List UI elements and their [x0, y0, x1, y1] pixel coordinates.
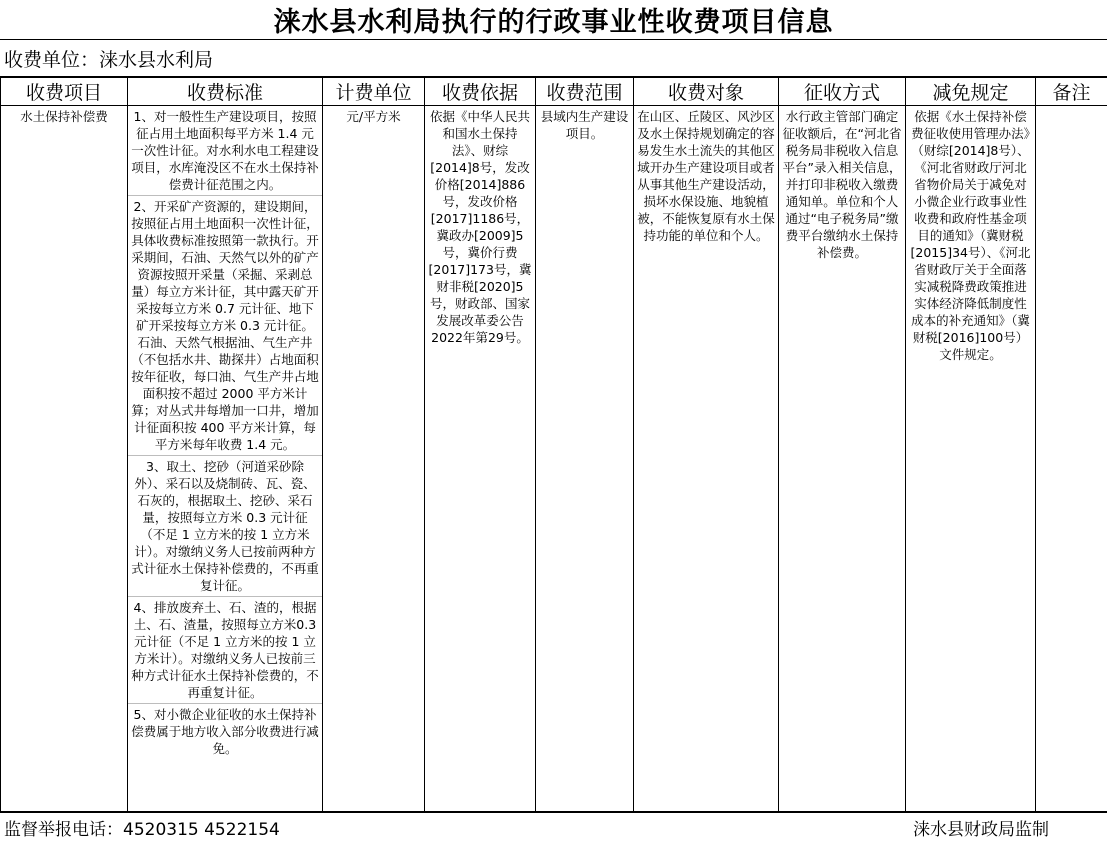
standard-clause-5: 5、对小微企业征收的水土保持补偿费属于地方收入部分收费进行减免。	[131, 707, 319, 756]
fee-table	[0, 77, 1107, 813]
supervisor-label: 涞水县财政局监制	[913, 820, 1049, 840]
cell-exemption: 依据《水土保持补偿费征收使用管理办法》（财综[2014]8号）、《河北省财政厅河北省物价局关于减免对小微企业行政事业性收费和政府性基金项目的通知》（冀财税[2015]34号）、《河北省财政厅关于全面落实减税降费政策推进实体经济降低制度性成本的补充通知》（冀财税[2016]100号）文件规定。	[906, 106, 1036, 813]
page-title: 涞水县水利局执行的行政事业性收费项目信息	[0, 0, 1107, 40]
cell-collection-method: 水行政主管部门确定征收额后，在“河北省税务局非税收入信息平台”录入相关信息，并打印非税收入缴费通知单。单位和个人通过“电子税务局”缴费平台缴纳水土保持补偿费。	[779, 106, 906, 813]
cell-fee-basis: 依据《中华人民共和国水土保持法》、财综[2014]8号，发改价格[2014]886号，发改价格[2017]1186号，冀政办[2009]5号，冀价行费[2017]173号，冀财非税[2020]5号，财政部、国家发展改革委公告2022年第29号。	[425, 106, 536, 813]
header-exemption: 减免规定	[906, 78, 1036, 106]
header-billing-unit: 计费单位	[323, 78, 425, 106]
standard-clause-3: 3、取土、挖砂（河道采砂除外）、采石以及烧制砖、瓦、瓷、石灰的，根据取土、挖砂、采石量，按照每立方米 0.3 元计征（不足 1 立方米的按 1 立方米计）。对缴纳义务人已按前两种方式计征水土保持补偿费的，不再重复计征。	[128, 456, 322, 597]
cell-fee-item: 水土保持补偿费	[1, 106, 128, 813]
standard-clause-2: 2、开采矿产资源的，建设期间，按照征占用土地面积一次性计征，具体收费标准按照第一款执行。开采期间，石油、天然气以外的矿产资源按照开采量（采掘、采剥总量）每立方米计征，其中露天矿开采按每立方米 0.7 元计征、地下矿开采按每立方米 0.3 元计征。石油、天然气根据油、气生产井（不包括水井、勘探井）占地面积按年征收，每口油、气生产井占地面积按不超过 2000 平方米计算；对丛式井每增加一口井，增加计征面积按 400 平方米计算，每平方米每年收费 1.4 元。	[128, 196, 322, 456]
header-fee-basis: 收费依据	[425, 78, 536, 106]
footer	[0, 811, 1107, 843]
report-hotline: 监督举报电话：4520315 4522154	[4, 820, 280, 840]
header-collection-method: 征收方式	[779, 78, 906, 106]
header-remark: 备注	[1036, 78, 1107, 106]
standard-clause-4: 4、排放废弃土、石、渣的，根据土、石、渣量，按照每立方米0.3元计征（不足 1 立方米的按 1 立方米计）。对缴纳义务人已按前三种方式计征水土保持补偿费的，不再重复计征。	[128, 597, 322, 704]
header-fee-item: 收费项目	[1, 78, 128, 106]
cell-fee-target: 在山区、丘陵区、风沙区及水土保持规划确定的容易发生水土流失的其他区域开办生产建设项目或者从事其他生产建设活动，损坏水保设施、地貌植被，不能恢复原有水土保持功能的单位和个人。	[634, 106, 779, 813]
table-header-row	[1, 78, 1107, 106]
header-fee-target: 收费对象	[634, 78, 779, 106]
cell-fee-scope: 县域内生产建设项目。	[536, 106, 634, 813]
table-row	[1, 106, 1107, 813]
cell-remark	[1036, 106, 1107, 813]
standard-clause-1: 1、对一般性生产建设项目，按照征占用土地面积每平方米 1.4 元一次性计征。对水利水电工程建设项目，水库淹没区不在水土保持补偿费计征范围之内。	[128, 106, 322, 196]
header-fee-standard: 收费标准	[128, 78, 323, 106]
fee-unit-label: 收费单位：涞水县水利局	[0, 40, 1107, 77]
cell-billing-unit: 元/平方米	[323, 106, 425, 813]
cell-fee-standard	[128, 106, 323, 813]
header-fee-scope: 收费范围	[536, 78, 634, 106]
